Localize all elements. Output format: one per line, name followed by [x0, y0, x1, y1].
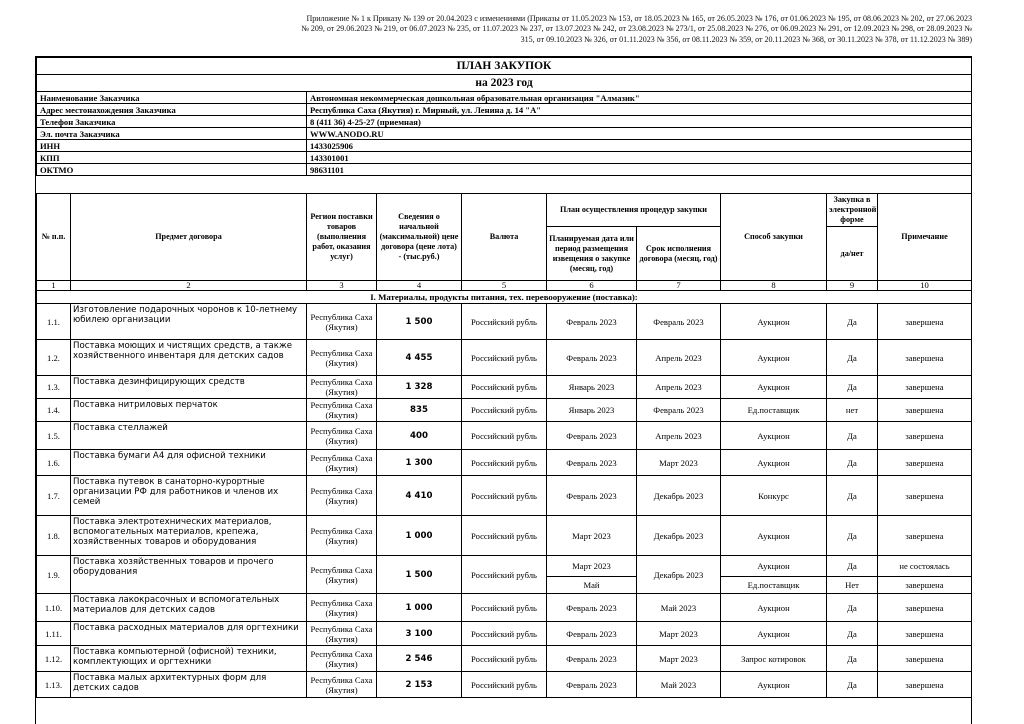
- cell-subject: Поставка лакокрасочных и вспомогательных материалов для детских садов: [71, 594, 307, 622]
- cell-plan-date: Февраль 2023: [547, 340, 637, 376]
- cell-subject: Поставка стеллажей: [71, 422, 307, 450]
- cell-method: Аукцион: [721, 556, 827, 577]
- col-header-price: Сведения о начальной (максимальной) цене договора (цене лота) - (тыс.руб.): [377, 194, 462, 281]
- cell-method: Аукцион: [721, 516, 827, 556]
- col-header-currency: Валюта: [462, 194, 547, 281]
- cell-electronic: Да: [827, 594, 878, 622]
- cell-subject: Поставка бумаги А4 для офисной техники: [71, 450, 307, 476]
- cell-electronic: Да: [827, 556, 878, 577]
- table-row: [37, 399, 972, 422]
- cell-price: 4 455: [377, 340, 462, 376]
- table-row: [37, 672, 972, 698]
- cell-note: завершена: [878, 340, 972, 376]
- cell-plan-date: Январь 2023: [547, 376, 637, 399]
- cell-term: Апрель 2023: [637, 340, 721, 376]
- info-row: ИНН 1433025906: [37, 140, 972, 152]
- cell-subject: Поставка расходных материалов для оргтехники: [71, 622, 307, 646]
- column-numbers-row: 1 2 3 4 5 6 7 8 9 10: [37, 281, 972, 291]
- cell-price: 2 546: [377, 646, 462, 672]
- cell-plan-date: Май: [547, 577, 637, 594]
- cell-region: Республика Саха (Якутия): [307, 516, 377, 556]
- cell-currency: Российский рубль: [462, 646, 547, 672]
- cell-num: 1.13.: [37, 672, 71, 698]
- table-row: [37, 340, 972, 376]
- section-title: I. Материалы, продукты питания, тех. перевооружение (поставка):: [37, 291, 972, 304]
- col-header-term: Срок исполнения договора (месяц, год): [637, 227, 721, 281]
- cell-method: Аукцион: [721, 422, 827, 450]
- table-row: [37, 476, 972, 516]
- cell-price: 400: [377, 422, 462, 450]
- cell-electronic: Да: [827, 376, 878, 399]
- plan-title: ПЛАН ЗАКУПОК: [37, 58, 972, 75]
- cell-region: Республика Саха (Якутия): [307, 422, 377, 450]
- cell-plan-date: Февраль 2023: [547, 594, 637, 622]
- cell-region: Республика Саха (Якутия): [307, 556, 377, 594]
- cell-price: 2 153: [377, 672, 462, 698]
- cell-region: Республика Саха (Якутия): [307, 476, 377, 516]
- cell-num: 1.5.: [37, 422, 71, 450]
- cell-currency: Российский рубль: [462, 304, 547, 340]
- cell-plan-date: Март 2023: [547, 556, 637, 577]
- info-row: Телефон Заказчика 8 (411 36) 4-25-27 (приемная): [37, 116, 972, 128]
- cell-subject: Поставка компьютерной (офисной) техники, комплектующих и оргтехники: [71, 646, 307, 672]
- cell-method: Аукцион: [721, 340, 827, 376]
- cell-method: Аукцион: [721, 594, 827, 622]
- cell-term: Апрель 2023: [637, 376, 721, 399]
- cell-currency: Российский рубль: [462, 476, 547, 516]
- cell-term: Декабрь 2023: [637, 476, 721, 516]
- cell-currency: Российский рубль: [462, 622, 547, 646]
- cell-currency: Российский рубль: [462, 556, 547, 594]
- table-row: [37, 422, 972, 450]
- cell-region: Республика Саха (Якутия): [307, 450, 377, 476]
- cell-method: Аукцион: [721, 672, 827, 698]
- cell-method: Аукцион: [721, 450, 827, 476]
- cell-currency: Российский рубль: [462, 376, 547, 399]
- cell-method: Запрос котировок: [721, 646, 827, 672]
- cell-electronic: Да: [827, 672, 878, 698]
- cell-electronic: Да: [827, 516, 878, 556]
- cell-term: Февраль 2023: [637, 304, 721, 340]
- cell-electronic: Нет: [827, 577, 878, 594]
- appendix-note: Приложение № 1 к Приказу № 139 от 20.04.2023 с изменениями (Приказы от 11.05.2023 № 153, от 18.05.2023 № 165, от 26.05.2023 № 176, от 01.06.2023 № 195, от 08.06.2023 № 202, от 27.06.2023 № 209, от 29.06.2023 № 219, от 06.07.2023 № 235, от 11.07.2023 № 237, от 13.07.2023 № 242, от 23.08.2023 № 273/1, от 25.08.2023 № 276, от 06.09.2023 № 291, от 12.09.2023 № 298, от 28.09.2023 № 315, от 09.10.2023 № 326, от 01.11.2023 № 356, от 08.11.2023 № 359, от 20.11.2023 № 368, от 30.11.2023 № 378, от 11.12.2023 № 389): [301, 14, 972, 44]
- cell-price: 1 500: [377, 556, 462, 594]
- cell-note: завершена: [878, 476, 972, 516]
- cell-region: Республика Саха (Якутия): [307, 646, 377, 672]
- cell-currency: Российский рубль: [462, 340, 547, 376]
- table-row: [37, 594, 972, 622]
- cell-term: Май 2023: [637, 672, 721, 698]
- col-header-method: Способ закупки: [721, 194, 827, 281]
- cell-electronic: нет: [827, 399, 878, 422]
- col-header-subject: Предмет договора: [71, 194, 307, 281]
- cell-method: Ед.поставщик: [721, 577, 827, 594]
- cell-note: завершена: [878, 672, 972, 698]
- cell-num: 1.12.: [37, 646, 71, 672]
- cell-electronic: Да: [827, 304, 878, 340]
- cell-term: Май 2023: [637, 594, 721, 622]
- cell-num: 1.3.: [37, 376, 71, 399]
- cell-region: Республика Саха (Якутия): [307, 340, 377, 376]
- cell-price: 1 000: [377, 594, 462, 622]
- cell-method: Конкурс: [721, 476, 827, 516]
- cell-plan-date: Февраль 2023: [547, 476, 637, 516]
- table-row: [37, 376, 972, 399]
- cell-price: 3 100: [377, 622, 462, 646]
- cell-term: Март 2023: [637, 450, 721, 476]
- cell-currency: Российский рубль: [462, 399, 547, 422]
- cell-num: 1.10.: [37, 594, 71, 622]
- cell-plan-date: Февраль 2023: [547, 646, 637, 672]
- col-header-region: Регион поставки товаров (выполнения работ, оказания услуг): [307, 194, 377, 281]
- cell-note: завершена: [878, 376, 972, 399]
- info-row: Эл. почта Заказчика WWW.ANODO.RU: [37, 128, 972, 140]
- cell-electronic: Да: [827, 450, 878, 476]
- cell-plan-date: Февраль 2023: [547, 304, 637, 340]
- col-header-electronic: да/нет: [827, 227, 878, 281]
- cell-plan-date: Февраль 2023: [547, 622, 637, 646]
- cell-subject: Поставка электротехнических материалов, вспомогательных материалов, крепежа, хозяйственных товаров и оборудования: [71, 516, 307, 556]
- cell-subject: Поставка хозяйственных товаров и прочего оборудования: [71, 556, 307, 594]
- col-header-electronic-group: Закупка в электронной форме: [827, 194, 878, 227]
- cell-num: 1.1.: [37, 304, 71, 340]
- cell-plan-date: Январь 2023: [547, 399, 637, 422]
- cell-price: 4 410: [377, 476, 462, 516]
- cell-currency: Российский рубль: [462, 422, 547, 450]
- cell-currency: Российский рубль: [462, 672, 547, 698]
- cell-num: 1.7.: [37, 476, 71, 516]
- cell-electronic: Да: [827, 422, 878, 450]
- cell-currency: Российский рубль: [462, 516, 547, 556]
- cell-note: завершена: [878, 450, 972, 476]
- cell-subject: Поставка нитриловых перчаток: [71, 399, 307, 422]
- cell-currency: Российский рубль: [462, 450, 547, 476]
- cell-subject: Поставка дезинфицирующих средств: [71, 376, 307, 399]
- cell-method: Аукцион: [721, 304, 827, 340]
- cell-region: Республика Саха (Якутия): [307, 672, 377, 698]
- info-row: ОКТМО 98631101: [37, 164, 972, 176]
- cell-note: завершена: [878, 516, 972, 556]
- cell-note: завершена: [878, 594, 972, 622]
- info-row: КПП 143301001: [37, 152, 972, 164]
- cell-plan-date: Март 2023: [547, 516, 637, 556]
- cell-note: завершена: [878, 422, 972, 450]
- col-header-note: Примечание: [878, 194, 972, 281]
- cell-subject: Изготовление подарочных чоронов к 10-летнему юбилею организации: [71, 304, 307, 340]
- cell-note: завершена: [878, 622, 972, 646]
- cell-term: Декабрь 2023: [637, 516, 721, 556]
- col-header-plan-date: Планируемая дата или период размещения извещения о закупке (месяц, год): [547, 227, 637, 281]
- cell-note: не состоялась: [878, 556, 972, 577]
- cell-term: Декабрь 2023: [637, 556, 721, 594]
- cell-note: завершена: [878, 646, 972, 672]
- procurement-rows: [37, 304, 972, 698]
- cell-term: Март 2023: [637, 646, 721, 672]
- cell-subject: Поставка малых архитектурных форм для детских садов: [71, 672, 307, 698]
- cell-note: завершена: [878, 577, 972, 594]
- cell-num: 1.8.: [37, 516, 71, 556]
- cell-num: 1.6.: [37, 450, 71, 476]
- procurement-table: [36, 193, 972, 698]
- cell-region: Республика Саха (Якутия): [307, 622, 377, 646]
- table-row: [37, 646, 972, 672]
- cell-region: Республика Саха (Якутия): [307, 594, 377, 622]
- plan-year: на 2023 год: [37, 75, 972, 92]
- table-row: [37, 556, 972, 577]
- cell-plan-date: Февраль 2023: [547, 450, 637, 476]
- cell-num: 1.2.: [37, 340, 71, 376]
- col-header-plan-group: План осуществления процедур закупки: [547, 194, 721, 227]
- info-row: Наименование Заказчика Автономная некоммерческая дошкольная образовательная организация "Алмазик": [37, 92, 972, 104]
- section-header-row: [37, 291, 972, 304]
- col-header-num: № п.п.: [37, 194, 71, 281]
- cell-method: Аукцион: [721, 376, 827, 399]
- cell-num: 1.9.: [37, 556, 71, 594]
- cell-electronic: Да: [827, 622, 878, 646]
- cell-electronic: Да: [827, 476, 878, 516]
- table-row: [37, 450, 972, 476]
- cell-subject: Поставка путевок в санаторно-курортные организации РФ для работников и членов их семей: [71, 476, 307, 516]
- cell-term: Апрель 2023: [637, 422, 721, 450]
- cell-term: Март 2023: [637, 622, 721, 646]
- cell-price: 1 300: [377, 450, 462, 476]
- table-row: [37, 304, 972, 340]
- cell-price: 1 328: [377, 376, 462, 399]
- cell-term: Февраль 2023: [637, 399, 721, 422]
- cell-num: 1.4.: [37, 399, 71, 422]
- cell-price: 835: [377, 399, 462, 422]
- cell-note: завершена: [878, 399, 972, 422]
- info-row: Адрес местонахождения Заказчика Республика Саха (Якутия) г. Мирный, ул. Ленина д. 14 "А": [37, 104, 972, 116]
- cell-subject: Поставка моющих и чистящих средств, а также хозяйственного инвентаря для детских садов: [71, 340, 307, 376]
- cell-region: Республика Саха (Якутия): [307, 376, 377, 399]
- customer-info-table: [36, 57, 972, 176]
- cell-price: 1 500: [377, 304, 462, 340]
- table-row: [37, 622, 972, 646]
- cell-electronic: Да: [827, 340, 878, 376]
- cell-plan-date: Февраль 2023: [547, 422, 637, 450]
- procurement-plan-sheet: [35, 56, 972, 724]
- cell-region: Республика Саха (Якутия): [307, 304, 377, 340]
- table-row: [37, 516, 972, 556]
- cell-currency: Российский рубль: [462, 594, 547, 622]
- cell-region: Республика Саха (Якутия): [307, 399, 377, 422]
- cell-note: завершена: [878, 304, 972, 340]
- cell-electronic: Да: [827, 646, 878, 672]
- cell-price: 1 000: [377, 516, 462, 556]
- cell-num: 1.11.: [37, 622, 71, 646]
- cell-method: Ед.поставщик: [721, 399, 827, 422]
- cell-plan-date: Февраль 2023: [547, 672, 637, 698]
- cell-method: Аукцион: [721, 622, 827, 646]
